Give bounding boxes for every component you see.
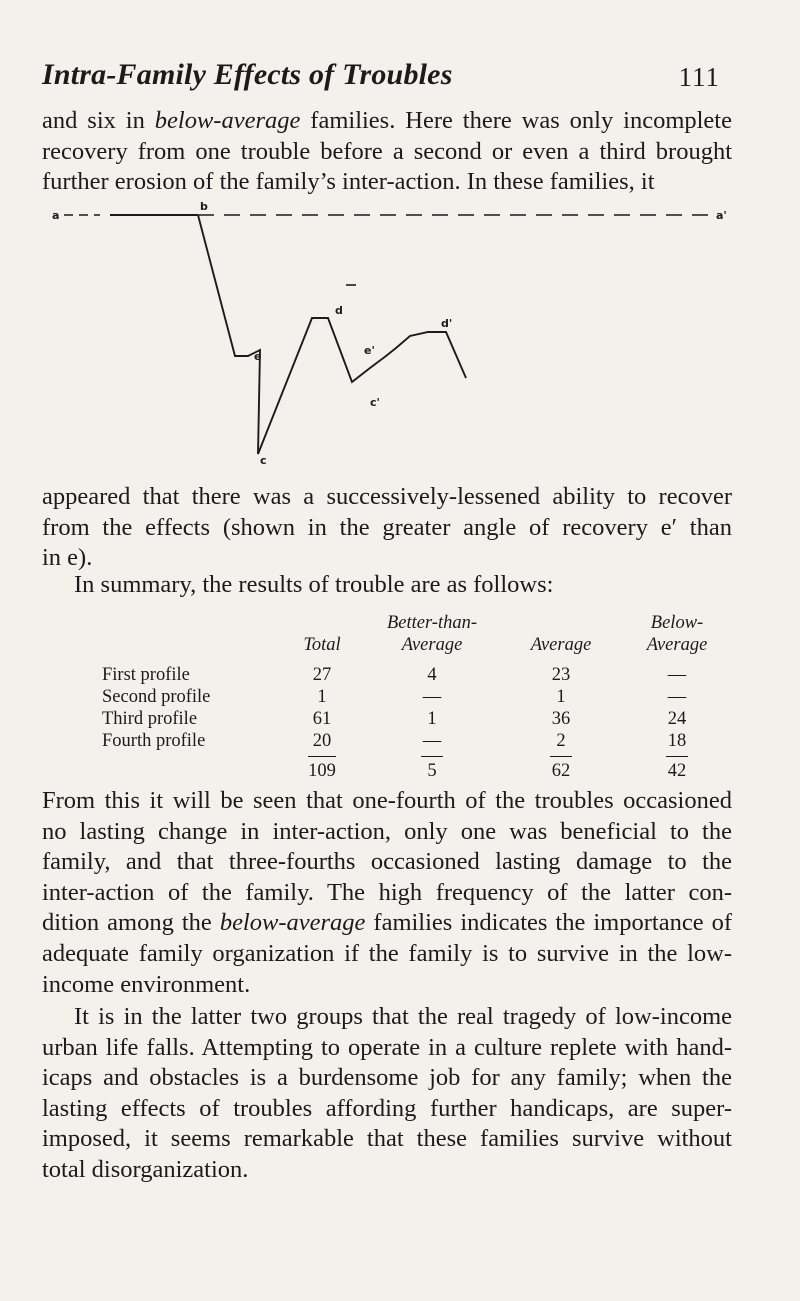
cell-total: 1 bbox=[317, 687, 327, 707]
paragraph-4 bbox=[42, 786, 732, 1000]
text-line: imposed, it seems remarkable that these families survive without bbox=[42, 1125, 732, 1153]
text-line: In summary, the results of trouble are as follows: bbox=[74, 571, 554, 598]
label-b: b bbox=[200, 200, 208, 213]
column-header-total: Total bbox=[303, 635, 341, 655]
text-line: lasting effects of troubles affording further handicaps, are super- bbox=[42, 1094, 732, 1122]
label-e: e bbox=[254, 350, 262, 363]
text-line: further erosion of the family’s inter-action. In these families, it bbox=[42, 168, 655, 196]
table-header-row-1 bbox=[102, 612, 724, 634]
row-label: First profile bbox=[102, 665, 190, 685]
paragraph-3 bbox=[42, 570, 732, 601]
interaction-curve bbox=[198, 215, 466, 454]
text-line: no lasting change in inter-action, only one was beneficial to the bbox=[42, 817, 732, 845]
text-line: total disorganization. bbox=[42, 1155, 249, 1183]
cell-average: 1 bbox=[556, 687, 566, 707]
label-e-prime: e' bbox=[364, 344, 375, 357]
column-header-better-line1: Better-than- bbox=[386, 613, 478, 633]
label-d-prime: d' bbox=[441, 317, 453, 330]
text-line: From this it will be seen that one-fourth of the troubles occasioned bbox=[42, 787, 732, 814]
text-line: dition among the below-average families indicates the importance of bbox=[42, 909, 732, 937]
row-label: Second profile bbox=[102, 687, 211, 707]
table-row bbox=[102, 664, 724, 686]
text-line: icaps and obstacles is a burdensome job for any family; when the bbox=[42, 1064, 732, 1092]
text-line: appeared that there was a successively-lessened ability to recover bbox=[42, 483, 732, 510]
cell-below: 24 bbox=[667, 709, 687, 729]
cell-below: — bbox=[667, 687, 687, 707]
paragraph-1 bbox=[42, 106, 732, 198]
cell-total: 27 bbox=[312, 665, 332, 685]
label-d: d bbox=[335, 304, 343, 317]
cell-average: 36 bbox=[551, 709, 571, 729]
table-row bbox=[102, 686, 724, 708]
cell-better: — bbox=[422, 731, 442, 751]
text-line: in e). bbox=[42, 544, 93, 572]
summary-table bbox=[102, 612, 724, 782]
paragraph-5 bbox=[42, 1002, 732, 1186]
text-line: family, and that three-fourths occasioned lasting damage to the bbox=[42, 848, 732, 876]
text-line: adequate family organization if the family is to survive in the low- bbox=[42, 939, 732, 967]
text-line: inter-action of the family. The high frequency of the latter con- bbox=[42, 878, 732, 906]
column-header-below-line2: Average bbox=[646, 635, 708, 655]
column-header-better-line2: Average bbox=[401, 635, 463, 655]
text-line: urban life falls. Attempting to operate in a culture replete with hand- bbox=[42, 1033, 732, 1061]
table-row bbox=[102, 708, 724, 730]
column-header-below-line1: Below- bbox=[650, 613, 704, 633]
column-header-average: Average bbox=[530, 635, 592, 655]
text-line: recovery from one trouble before a second or even a third brought bbox=[42, 137, 732, 165]
table-row bbox=[102, 730, 724, 752]
total-better: 5 bbox=[421, 756, 443, 782]
cell-better: 1 bbox=[427, 709, 437, 729]
total-average: 62 bbox=[550, 756, 572, 782]
recovery-diagram bbox=[50, 196, 730, 466]
cell-below: 18 bbox=[667, 731, 687, 751]
paragraph-2 bbox=[42, 482, 732, 574]
text-line: from the effects (shown in the greater angle of recovery e′ than bbox=[42, 513, 732, 541]
label-a: a bbox=[52, 209, 60, 222]
label-a-prime: a' bbox=[716, 209, 727, 222]
recovery-diagram-svg bbox=[50, 196, 730, 466]
row-label: Third profile bbox=[102, 709, 198, 729]
cell-average: 23 bbox=[551, 665, 571, 685]
cell-average: 2 bbox=[556, 731, 566, 751]
label-c: c bbox=[260, 454, 267, 466]
row-label: Fourth profile bbox=[102, 731, 206, 751]
text-line: income environment. bbox=[42, 970, 251, 998]
table-totals-row bbox=[102, 752, 724, 782]
cell-total: 61 bbox=[312, 709, 332, 729]
text-line: and six in below-average families. Here there was only incomplete bbox=[42, 107, 732, 134]
text-line: It is in the latter two groups that the real tragedy of low-income bbox=[74, 1003, 732, 1030]
cell-below: — bbox=[667, 665, 687, 685]
cell-better: — bbox=[422, 687, 442, 707]
running-head: Intra-Family Effects of Troubles bbox=[42, 58, 453, 91]
total-below: 42 bbox=[666, 756, 688, 782]
total-total: 109 bbox=[308, 756, 336, 782]
label-c-prime: c' bbox=[370, 396, 380, 409]
cell-total: 20 bbox=[312, 731, 332, 751]
page-number: 111 bbox=[678, 62, 720, 92]
cell-better: 4 bbox=[427, 665, 437, 685]
table-header-row-2 bbox=[102, 634, 724, 656]
page-header bbox=[42, 58, 720, 98]
